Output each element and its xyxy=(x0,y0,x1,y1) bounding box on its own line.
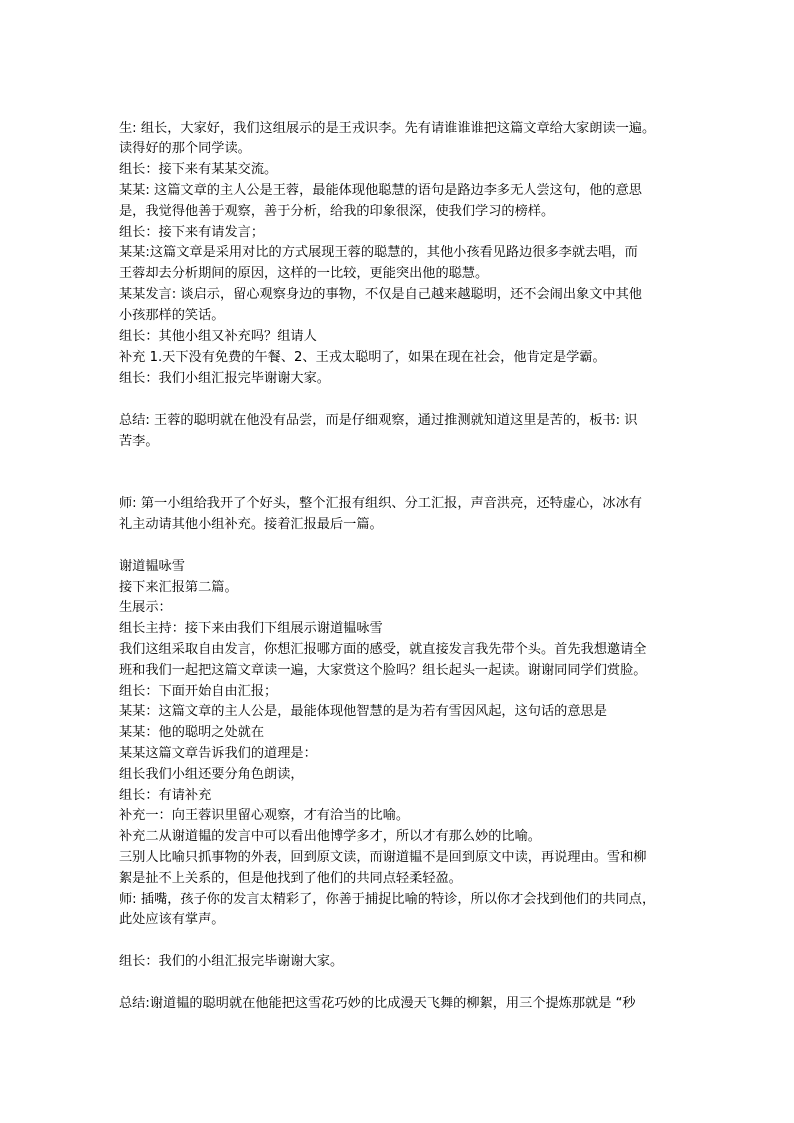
text-line: 王蓉却去分析期间的原因，这样的一比较，更能突出他的聪慧。 xyxy=(119,266,489,281)
text-line: 补充二从谢道韫的发言中可以看出他博学多才，所以才有那么妙的比喻。 xyxy=(119,829,541,844)
text-line: 接下来汇报第二篇。 xyxy=(119,580,238,595)
text-line: 生展示： xyxy=(119,600,172,615)
text-line: 组长：其他小组又补充吗？组请人 xyxy=(119,329,317,344)
text-line: 某某：这篇文章的主人公是，最能体现他智慧的是为若有雪因风起，这句话的意思是 xyxy=(119,704,607,719)
text-line: 组长我们小组还要分角色朗读， xyxy=(119,767,304,782)
text-line: 生: 组长，大家好，我们这组展示的是王戎识李。先有请谁谁谁把这篇文章给大家朗读一遍。 xyxy=(119,121,656,136)
text-line: 某某: 这篇文章的主人公是王蓉，最能体现他聪慧的语句是路边李多无人尝这句，他的意思 xyxy=(119,183,642,198)
text-line: 组长：有请补充 xyxy=(119,788,212,803)
text-line: 絮是扯不上关系的，但是他找到了他们的共同点轻柔轻盈。 xyxy=(119,871,462,886)
summary-line: 总结:谢道韫的聪明就在他能把这雪花巧妙的比成漫天飞舞的柳絮，用三个提炼那就是 “秒 xyxy=(119,996,636,1011)
text-line: 组长：我们小组汇报完毕谢谢大家。 xyxy=(119,371,330,386)
section-title: 谢道韫咏雪 xyxy=(119,559,185,574)
text-line: 三别人比喻只抓事物的外表，回到原文读，而谢道韫不是回到原文中读，再说理由。雪和柳 xyxy=(119,850,647,865)
summary-line: 苦李。 xyxy=(119,434,159,449)
text-line: 我们这组采取自由发言，你想汇报哪方面的感受，就直接发言我先带个头。首先我想邀请全 xyxy=(119,642,647,657)
text-line: 补充 1.天下没有免费的午餐、2、王戎太聪明了，如果在现在社会，他肯定是学霸。 xyxy=(119,350,606,365)
text-line: 师: 插嘴，孩子你的发言太精彩了，你善于捕捉比喻的特诊，所以你才会找到他们的共同点， xyxy=(119,892,656,907)
text-line: 读得好的那个同学读。 xyxy=(119,141,251,156)
text-line: 小孩那样的笑话。 xyxy=(119,308,225,323)
text-line: 是，我觉得他善于观察，善于分析，给我的印象很深，使我们学习的榜样。 xyxy=(119,204,555,219)
text-line: 此处应该有掌声。 xyxy=(119,912,225,927)
text-line: 某某:这篇文章是采用对比的方式展现王蓉的聪慧的，其他小孩看见路边很多李就去唱，而 xyxy=(119,245,638,260)
teacher-comment-line: 师: 第一小组给我开了个好头，整个汇报有组织、分工汇报，声音洪亮，还特虚心，冰冰有 xyxy=(119,496,642,511)
summary-line: 总结: 王蓉的聪明就在他没有品尝，而是仔细观察，通过推测就知道这里是苦的，板书: 识 xyxy=(119,413,638,428)
text-line: 补充一：向王蓉识里留心观察，才有洽当的比喻。 xyxy=(119,808,410,823)
text-line: 某某这篇文章告诉我们的道理是： xyxy=(119,746,317,761)
text-line: 组长：接下来有请发言； xyxy=(119,225,265,240)
text-line: 组长：下面开始自由汇报； xyxy=(119,684,278,699)
text-line: 某某：他的聪明之处就在 xyxy=(119,725,265,740)
text-line: 某某发言: 谈启示，留心观察身边的事物，不仅是自己越来越聪明，还不会闹出象文中其他 xyxy=(119,287,642,302)
text-line: 组长主持：接下来由我们下组展示谢道韫咏雪 xyxy=(119,621,383,636)
teacher-comment-line: 礼主动请其他小组补充。接着汇报最后一篇。 xyxy=(119,517,383,532)
text-line: 班和我们一起把这篇文章读一遍，大家赏这个脸吗？组长起头一起读。谢谢同同学们赏脸。 xyxy=(119,663,647,678)
text-line: 组长：接下来有某某交流。 xyxy=(119,162,278,177)
text-line: 组长：我们的小组汇报完毕谢谢大家。 xyxy=(119,954,344,969)
